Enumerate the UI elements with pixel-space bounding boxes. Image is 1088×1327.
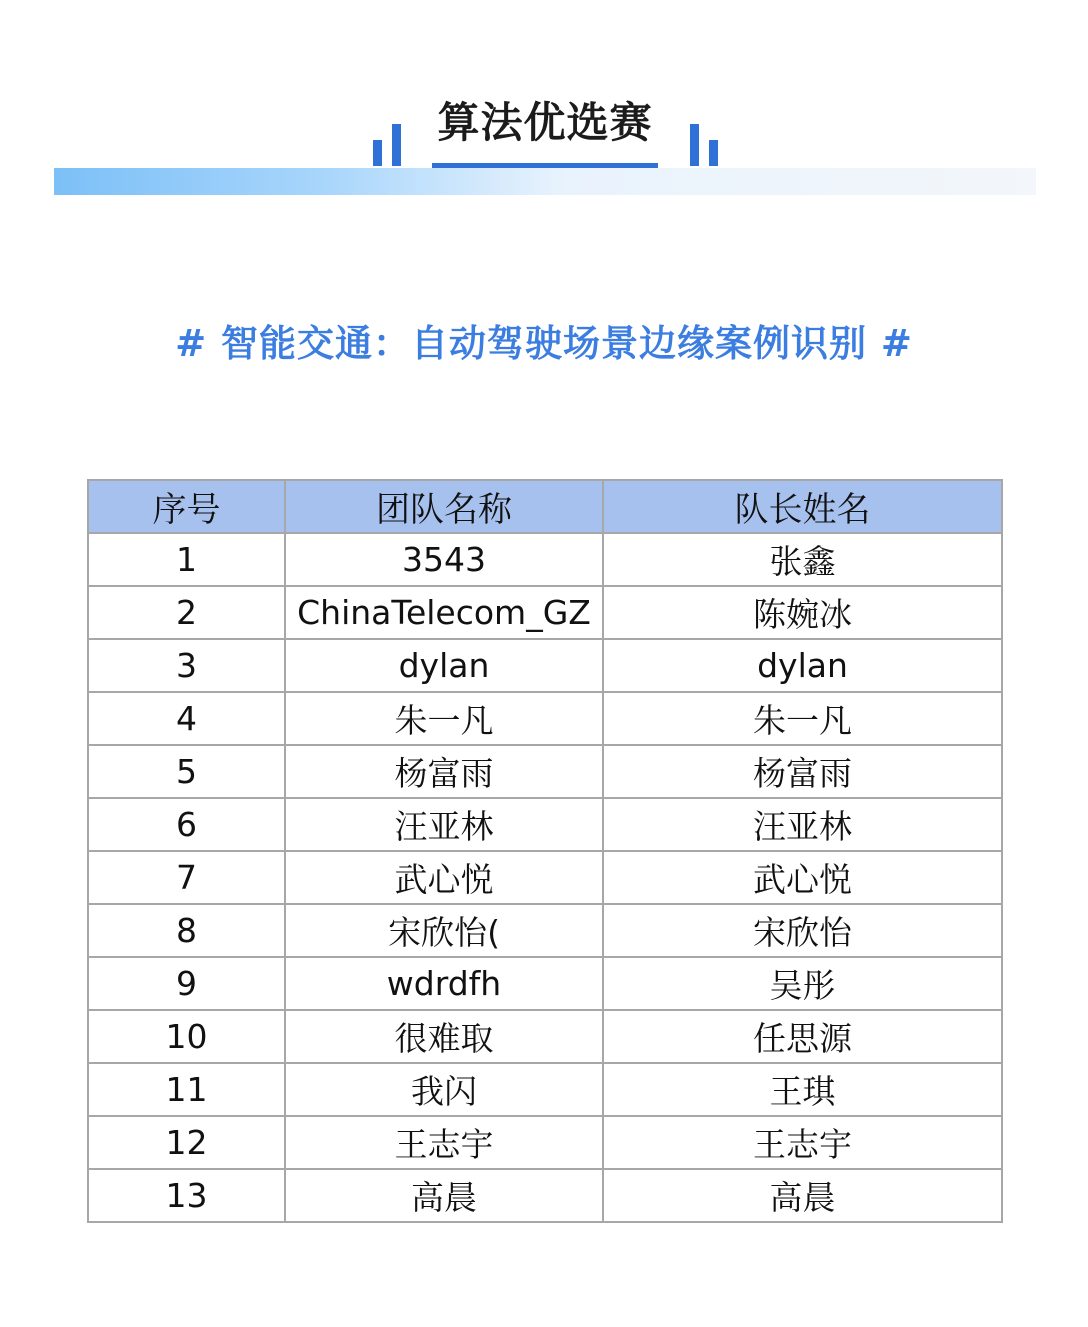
team-name-cell: 宋欣怡( [285,904,603,957]
captain-name-cell: 宋欣怡 [603,904,1002,957]
team-name-cell: 杨富雨 [285,745,603,798]
captain-name-cell: 汪亚林 [603,798,1002,851]
team-name-cell: 3543 [285,533,603,586]
title-underline [432,163,658,168]
right-deco-bar-tall [690,124,699,166]
row-index-cell: 3 [88,639,285,692]
table-header-row [88,480,1002,533]
captain-name-cell: 陈婉冰 [603,586,1002,639]
captain-name-cell: dylan [603,639,1002,692]
column-header-team-name: 团队名称 [285,480,603,533]
row-index-cell: 2 [88,586,285,639]
captain-name-cell: 任思源 [603,1010,1002,1063]
page-title: 算法优选赛 [437,98,653,147]
table-row [88,586,1002,639]
team-name-cell: dylan [285,639,603,692]
table-row [88,1169,1002,1222]
section-heading: # 智能交通：自动驾驶场景边缘案例识别 # [175,322,913,365]
captain-name-cell: 王琪 [603,1063,1002,1116]
row-index-cell: 7 [88,851,285,904]
captain-name-cell: 王志宇 [603,1116,1002,1169]
team-name-cell: 王志宇 [285,1116,603,1169]
captain-name-cell: 武心悦 [603,851,1002,904]
captain-name-cell: 杨富雨 [603,745,1002,798]
row-index-cell: 6 [88,798,285,851]
table-row [88,1010,1002,1063]
row-index-cell: 9 [88,957,285,1010]
row-index-cell: 5 [88,745,285,798]
table-row [88,798,1002,851]
team-name-cell: 汪亚林 [285,798,603,851]
row-index-cell: 8 [88,904,285,957]
table-row [88,533,1002,586]
captain-name-cell: 张鑫 [603,533,1002,586]
team-name-cell: 高晨 [285,1169,603,1222]
team-name-cell: 朱一凡 [285,692,603,745]
table-row [88,745,1002,798]
column-header-index: 序号 [88,480,285,533]
right-deco-bar-short [709,140,718,166]
table-row [88,692,1002,745]
team-name-cell: wdrdfh [285,957,603,1010]
row-index-cell: 10 [88,1010,285,1063]
captain-name-cell: 吴彤 [603,957,1002,1010]
table-row [88,851,1002,904]
captain-name-cell: 高晨 [603,1169,1002,1222]
table-row [88,1063,1002,1116]
header-banner-bar [54,168,1036,195]
team-roster-table [87,479,1003,1223]
team-name-cell: 武心悦 [285,851,603,904]
row-index-cell: 13 [88,1169,285,1222]
table-row [88,957,1002,1010]
team-name-cell: 我闪 [285,1063,603,1116]
row-index-cell: 12 [88,1116,285,1169]
team-name-cell: ChinaTelecom_GZ [285,586,603,639]
captain-name-cell: 朱一凡 [603,692,1002,745]
row-index-cell: 11 [88,1063,285,1116]
left-deco-bar-short [373,140,382,166]
table-row [88,1116,1002,1169]
column-header-captain-name: 队长姓名 [603,480,1002,533]
row-index-cell: 1 [88,533,285,586]
row-index-cell: 4 [88,692,285,745]
table-row [88,904,1002,957]
left-deco-bar-tall [392,124,401,166]
team-name-cell: 很难取 [285,1010,603,1063]
table-row [88,639,1002,692]
